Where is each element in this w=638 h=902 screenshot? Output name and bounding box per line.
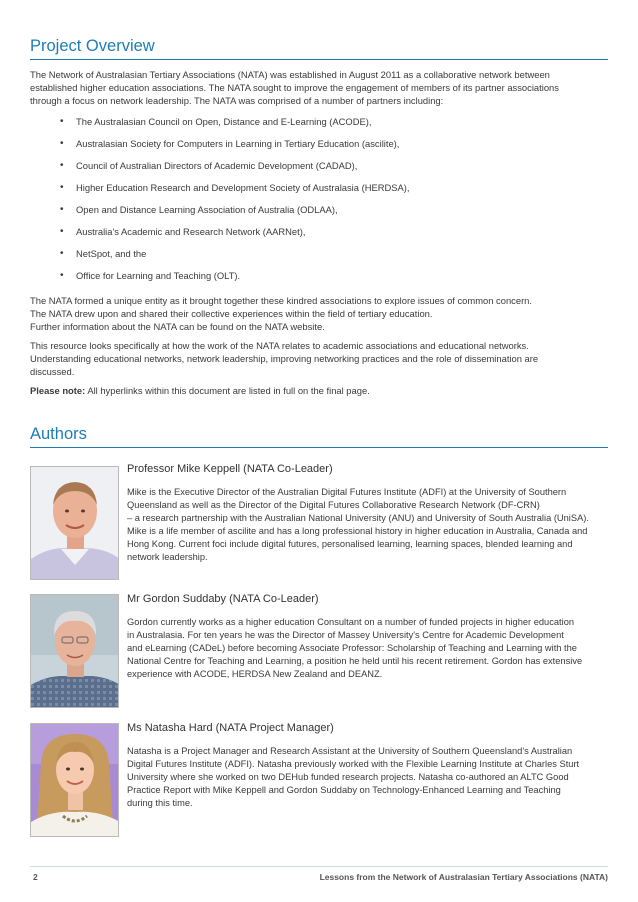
text-line: experience with ACODE, HERDSA New Zealand and DEANZ.: [127, 668, 383, 679]
page-number: 2: [33, 872, 38, 882]
text-line: Mike is the Executive Director of the Australian Digital Futures Institute (ADFI) at the University of Southern: [127, 487, 567, 497]
bullet-icon: •: [60, 270, 64, 281]
list-item-text: NetSpot, and the: [76, 248, 147, 259]
author-photo-natasha-hard: [30, 723, 119, 837]
bullet-icon: •: [60, 204, 64, 215]
text-line: University where she worked on two DEHub funded research projects. Natasha co-authored an ALTC Good: [127, 771, 569, 782]
text-line: Digital Futures Institute (ADFI). Natasha previously worked with the Flexible Learning Institute at Charles Sturt: [127, 758, 580, 769]
text-line: network leadership.: [127, 551, 208, 562]
text-line: through a focus on network leadership. The NATA was comprised of a number of partners including:: [30, 94, 444, 106]
author-name: Ms Natasha Hard (NATA Project Manager): [127, 722, 334, 734]
text-line: The NATA formed a unique entity as it brought together these kindred associations to explore issues of common concern.: [30, 295, 533, 306]
text-line: Further information about the NATA can be found on the NATA website.: [30, 320, 325, 332]
bullet-icon: •: [60, 160, 64, 171]
author-name: Professor Mike Keppell (NATA Co-Leader): [127, 463, 333, 475]
text-line: This resource looks specifically at how the work of the NATA relates to academic associations and educational networks.: [30, 340, 529, 351]
author-bio: [127, 486, 609, 563]
list-item: [30, 269, 608, 282]
bullet-icon: •: [60, 138, 64, 149]
text-line: The NATA drew upon and shared their collective experiences within the field of tertiary education.: [30, 307, 433, 319]
text-line: and eLearning (CADeL) before becoming Associate Professor: Scholarship of Teaching and Learning with the: [127, 642, 577, 653]
footer-document-title: Lessons from the Network of Australasian Tertiary Associations (NATA): [319, 872, 608, 882]
text-line: Mike is a life member of ascilite and has a long professional history in higher education in Australia, Canada and: [127, 525, 588, 536]
author-name: Mr Gordon Suddaby (NATA Co-Leader): [127, 593, 319, 605]
list-item-text: The Australasian Council on Open, Distance and E-Learning (ACODE),: [76, 116, 372, 127]
note-text: All hyperlinks within this document are listed in full on the final page.: [85, 385, 370, 396]
list-item: [30, 225, 608, 238]
text-line: discussed.: [30, 365, 75, 377]
author-photo-gordon-suddaby: [30, 594, 119, 708]
overview-note-paragraph: [30, 385, 608, 398]
text-line: during this time.: [127, 797, 193, 808]
list-item-text: Higher Education Research and Development Society of Australasia (HERDSA),: [76, 182, 410, 193]
text-line: established higher education associations. The NATA sought to improve the engagement of members of its partner associations: [30, 81, 559, 93]
text-line: Practice Report with Mike Keppell and Gordon Suddaby on Technology-Enhanced Learning and Teaching: [127, 784, 561, 795]
list-item: [30, 247, 608, 260]
section-title-project-overview: Project Overview: [30, 37, 608, 60]
list-item: [30, 137, 608, 150]
bullet-icon: •: [60, 226, 64, 237]
text-line: in Australasia. For ten years he was the Director of Massey University's Centre for Academic Development: [127, 629, 564, 640]
overview-intro-paragraph: [30, 69, 608, 107]
overview-entity-paragraph: [30, 295, 608, 333]
overview-resource-paragraph: [30, 340, 608, 378]
bullet-icon: •: [60, 248, 64, 259]
text-line: National Centre for Teaching and Learning, a position he held until his recent retirement. Gordon has extensive: [127, 655, 583, 666]
author-photo-mike-keppell: [30, 466, 119, 580]
note-label: Please note:: [30, 385, 86, 396]
list-item: [30, 181, 608, 194]
text-line: Natasha is a Project Manager and Research Assistant at the University of Southern Queensland's Australian: [127, 746, 573, 756]
list-item: [30, 159, 608, 172]
list-item: [30, 203, 608, 216]
section-title-authors: Authors: [30, 425, 608, 448]
list-item-text: Open and Distance Learning Association of Australia (ODLAA),: [76, 204, 338, 215]
bullet-icon: •: [60, 116, 64, 127]
text-line: Hong Kong. Current foci include digital futures, personalised learning, learning spaces, blended learning and: [127, 538, 573, 549]
list-item-text: Australasian Society for Computers in Learning in Tertiary Education (ascilite),: [76, 138, 400, 149]
text-line: The Network of Australasian Tertiary Associations (NATA) was established in August 2011 as a collaborative network between: [30, 69, 550, 80]
footer-divider: [30, 866, 608, 867]
author-bio: [127, 745, 609, 810]
text-line: Understanding educational networks, network leadership, improving networking practices and the role of dissemination are: [30, 352, 539, 364]
list-item-text: Council of Australian Directors of Academic Development (CADAD),: [76, 160, 358, 171]
author-bio: [127, 616, 609, 681]
text-line: – a research partnership with the Australian National University (ANU) and University of South Australia (UniSA).: [127, 512, 589, 523]
text-line: Gordon currently works as a higher education Consultant on a number of funded projects in higher education: [127, 617, 575, 627]
text-line: Queensland as well as the Director of the Digital Futures Collaborative Research Network (DF-CRN): [127, 499, 540, 510]
list-item-text: Office for Learning and Teaching (OLT).: [76, 270, 241, 281]
list-item-text: Australia's Academic and Research Network (AARNet),: [76, 226, 306, 237]
list-item: [30, 115, 608, 128]
bullet-icon: •: [60, 182, 64, 193]
